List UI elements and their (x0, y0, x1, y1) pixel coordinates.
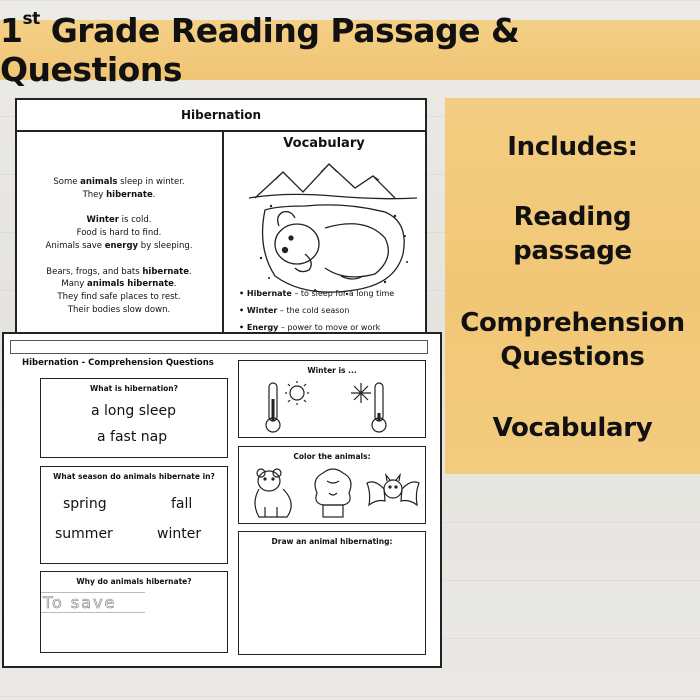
hot-thermometer-icon (261, 377, 313, 435)
passage-line: Some animals sleep in winter. (53, 177, 185, 187)
includes-item-vocabulary: Vocabulary (492, 413, 653, 443)
option-winter: winter (157, 526, 202, 542)
reading-passage (21, 176, 217, 316)
includes-panel (445, 98, 700, 474)
page-title: 1st Grade Reading Passage & Questions (0, 9, 520, 89)
option-summer: summer (55, 526, 113, 542)
passage-line: Bears, frogs, and bats hibernate. (46, 266, 192, 277)
guide-line (41, 612, 145, 613)
answer-b: a fast nap (97, 429, 168, 445)
draw-animal-label: Draw an animal hibernating: (271, 537, 393, 546)
includes-heading: Includes: (507, 132, 638, 162)
vocabulary-title: Vocabulary (283, 136, 365, 151)
bear-icon (247, 463, 299, 521)
passage-line: Many animals hibernate. (61, 279, 177, 290)
vocabulary-list (239, 285, 425, 336)
includes-item-reading: Reading (513, 202, 632, 232)
column-divider (222, 132, 224, 338)
passage-line: Animals save energy by sleeping. (45, 240, 193, 251)
option-spring: spring (63, 496, 107, 512)
reading-passage-page (15, 98, 427, 338)
answer-a: a long sleep (91, 403, 176, 419)
color-animals-label: Color the animals: (293, 452, 371, 461)
passage-line: Their bodies slow down. (67, 304, 171, 315)
question-2-label: What season do animals hibernate in? (53, 472, 215, 481)
vocabulary-item: • Hibernate – to sleep for a long time (239, 285, 425, 302)
trace-text: To save (43, 593, 117, 612)
name-line (10, 340, 428, 354)
passage-gap (21, 201, 217, 214)
passage-gap (21, 253, 217, 266)
title-banner (0, 9, 700, 89)
passage-line: They find safe places to rest. (57, 291, 181, 302)
includes-item-passage: passage (513, 236, 632, 266)
passage-line: They hibernate. (82, 189, 156, 200)
draw-animal-box[interactable] (238, 531, 426, 655)
comprehension-page (2, 332, 442, 668)
comprehension-title: Hibernation - Comprehension Questions (22, 358, 214, 368)
winter-is-label: Winter is ... (307, 366, 357, 375)
color-animals-box (238, 446, 426, 524)
frog-icon (307, 463, 359, 521)
vocabulary-item: • Energy – power to move or work (239, 319, 425, 336)
cold-thermometer-icon (349, 377, 401, 435)
question-3-label: Why do animals hibernate? (76, 577, 192, 586)
question-1-label: What is hibernation? (90, 384, 178, 393)
bat-icon (365, 463, 421, 521)
vocabulary-item: • Winter – the cold season (239, 302, 425, 319)
option-fall: fall (171, 496, 193, 512)
question-2-box (40, 466, 228, 564)
question-1-box (40, 378, 228, 458)
includes-item-questions: Questions (500, 342, 645, 372)
question-3-box (40, 571, 228, 653)
winter-is-box (238, 360, 426, 438)
passage-line: Winter is cold. (86, 215, 152, 226)
passage-line: Food is hard to find. (76, 228, 162, 239)
includes-item-comprehension: Comprehension (460, 308, 685, 338)
passage-title: Hibernation (17, 100, 425, 132)
